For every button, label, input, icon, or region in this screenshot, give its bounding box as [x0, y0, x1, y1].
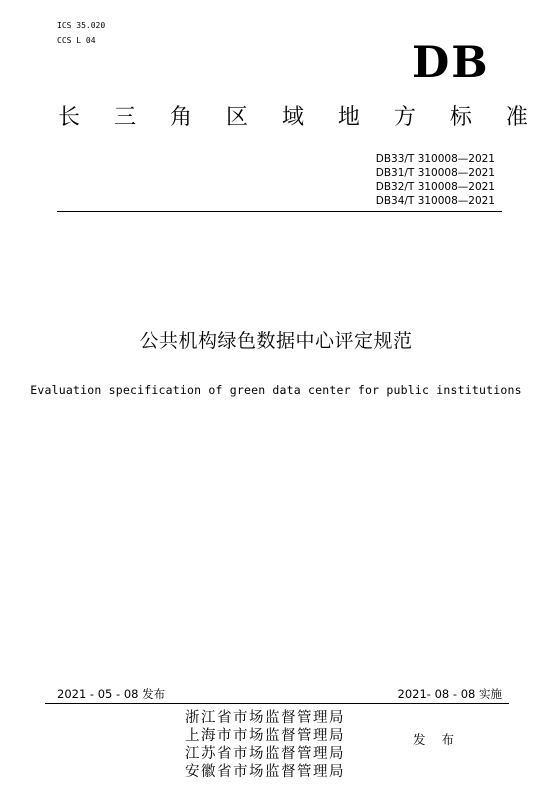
document-title-english: Evaluation specification of green data center for public institutions	[30, 383, 522, 397]
standard-type-char: 准	[505, 105, 528, 130]
standard-type-char: 地	[337, 105, 360, 130]
issuer: 浙江省市场监督管理局	[185, 710, 345, 726]
implement-date: 2021- 08 - 08 实施	[397, 687, 502, 701]
standard-number: DB31/T 310008—2021	[375, 167, 495, 179]
standard-number: DB32/T 310008—2021	[375, 181, 495, 193]
header-divider	[57, 211, 502, 212]
footer-divider	[45, 703, 509, 704]
standard-numbers	[376, 152, 495, 208]
db-logo-mark: DB	[412, 38, 490, 88]
standard-type-char: 长	[58, 105, 81, 130]
publish-date: 2021 - 05 - 08 发布	[57, 687, 166, 701]
document-title-chinese: 公共机构绿色数据中心评定规范	[139, 330, 413, 352]
standard-type-heading	[58, 101, 528, 135]
standard-type-char: 三	[113, 105, 136, 130]
standard-type-char: 域	[281, 105, 304, 130]
issuer: 上海市市场监督管理局	[185, 728, 345, 744]
standard-type-char: 标	[449, 105, 472, 130]
standard-type-char: 区	[225, 105, 248, 130]
issuer: 安徽省市场监督管理局	[185, 764, 345, 780]
ccs-code: CCS L 04	[57, 36, 96, 45]
ics-code: ICS 35.020	[57, 21, 106, 30]
issued-label: 发 布	[413, 732, 460, 747]
classification-codes	[57, 18, 105, 48]
standard-number: DB33/T 310008—2021	[375, 153, 495, 165]
issuing-authorities	[185, 709, 345, 781]
standard-number: DB34/T 310008—2021	[375, 195, 495, 207]
standard-type-char: 方	[393, 105, 416, 130]
standard-type-char: 角	[169, 105, 192, 130]
issuer: 江苏省市场监督管理局	[185, 746, 345, 762]
